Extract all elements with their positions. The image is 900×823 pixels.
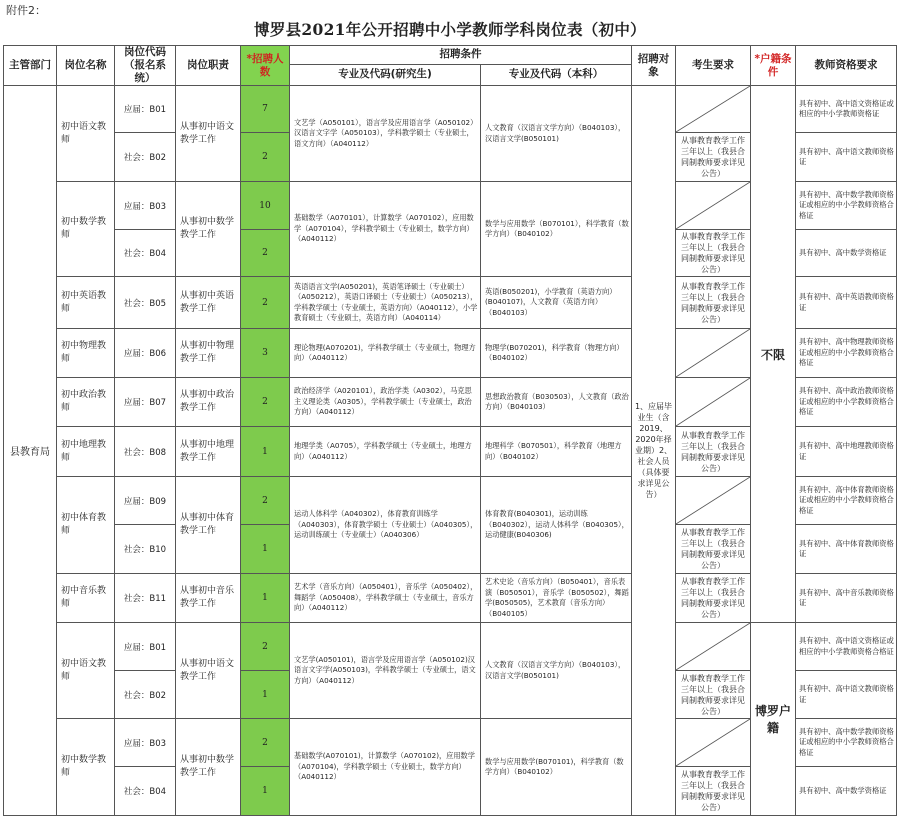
- header-target: 招聘对象: [632, 46, 676, 86]
- major-ug: 数学与应用数学（B070101），科学教育（数学方向）（B040102）: [481, 182, 632, 277]
- position-code: 社会：B05: [115, 277, 176, 329]
- cert-req: 具有初中、高中语文教师资格证: [796, 671, 897, 719]
- position-code: 应届：B09: [115, 477, 176, 525]
- major-grad: 地理学类（A0705），学科教学硕士（专业硕士，地理方向）（A040112）: [290, 427, 481, 477]
- major-ug: 艺术史论（音乐方向）（B050401），音乐表演（B050501），音乐学（B050502），舞蹈学(B050505)，艺术教育（音乐方向）（B040105）: [481, 574, 632, 623]
- position-duty: 从事初中地理教学工作: [176, 427, 241, 477]
- header-count: *招聘人数: [241, 46, 290, 86]
- position-duty: 从事初中语文教学工作: [176, 86, 241, 182]
- table-row: [4, 623, 897, 671]
- major-ug: 数学与应用数学(B070101)，科学教育（数学方向）（B040102）: [481, 719, 632, 816]
- target-cell: 1、应届毕业生（含2019、2020年择业期）2、社会人员（具体要求详见公告）: [632, 86, 676, 816]
- position-duty: 从事初中数学教学工作: [176, 719, 241, 816]
- header-exam-req: 考生要求: [676, 46, 751, 86]
- position-duty: 从事初中语文教学工作: [176, 623, 241, 719]
- page-title: 博罗县2021年公开招聘中小学教师学科岗位表（初中）: [254, 20, 646, 39]
- cert-req: 具有初中、高中语文教师资格证: [796, 133, 897, 182]
- header-hukou: *户籍条件: [751, 46, 796, 86]
- major-grad: 文艺学（A050101），语言学及应用语言学（A050102）汉语言文字学（A050103），学科教学硕士（专业硕士，语文方向）（A040112）: [290, 86, 481, 182]
- dept-cell: 县教育局: [4, 86, 57, 816]
- recruit-count: 3: [241, 329, 290, 378]
- cert-req: 具有初中、高中体育教师资格证: [796, 525, 897, 574]
- position-name: 初中语文教师: [57, 623, 115, 719]
- major-grad: 政治经济学（A020101），政治学类（A0302），马克思主义理论类（A0305），学科教学硕士（专业硕士，政治方向）（A040112）: [290, 378, 481, 427]
- major-ug: 人文教育（汉语言文学方向）（B040103），汉语言文学(B050101): [481, 623, 632, 719]
- recruit-count: 2: [241, 378, 290, 427]
- cert-req: 具有初中、高中数学教师资格证或相应的中小学教师资格合格证: [796, 719, 897, 767]
- position-code: 应届：B06: [115, 329, 176, 378]
- exam-req: 从事教育教学工作三年以上（我县合同制教师要求详见公告）: [676, 671, 751, 719]
- position-name: 初中政治教师: [57, 378, 115, 427]
- cert-req: 具有初中、高中音乐教师资格证: [796, 574, 897, 623]
- exam-req-slash: [676, 623, 751, 671]
- exam-req-slash: [676, 719, 751, 767]
- position-code: 应届：B03: [115, 719, 176, 767]
- recruit-count: 2: [241, 230, 290, 277]
- recruit-count: 1: [241, 671, 290, 719]
- exam-req-slash: [676, 329, 751, 378]
- position-name: 初中英语教师: [57, 277, 115, 329]
- hukou-boluo: 博罗户籍: [751, 623, 796, 816]
- position-code: 社会：B04: [115, 230, 176, 277]
- position-name: 初中地理教师: [57, 427, 115, 477]
- recruit-count: 7: [241, 86, 290, 133]
- major-grad: 文艺学(A050101)，语言学及应用语言学（A050102)汉语言文字学(A050103)，学科教学硕士（专业硕士，语文方向）（A040112）: [290, 623, 481, 719]
- position-code: 应届：B01: [115, 623, 176, 671]
- exam-req: 从事教育教学工作三年以上（我县合同制教师要求详见公告）: [676, 574, 751, 623]
- major-ug: 地理科学（B070501），科学教育（地理方向）（B040102）: [481, 427, 632, 477]
- header-position-code: 岗位代码（报名系统）: [115, 46, 176, 86]
- major-grad: 运动人体科学（A040302），体育教育训练学（A040303），体育教学硕士（专业硕士）（A040305），运动训练硕士（专业硕士）（A040306）: [290, 477, 481, 574]
- position-duty: 从事初中音乐教学工作: [176, 574, 241, 623]
- recruit-count: 2: [241, 277, 290, 329]
- cert-req: 具有初中、高中数学资格证: [796, 230, 897, 277]
- header-major-ug: 专业及代码（本科）: [481, 64, 632, 85]
- position-code: 社会：B10: [115, 525, 176, 574]
- header-cert: 教师资格要求: [796, 46, 897, 86]
- exam-req: 从事教育教学工作三年以上（我县合同制教师要求详见公告）: [676, 230, 751, 277]
- header-dept: 主管部门: [4, 46, 57, 86]
- recruit-count: 1: [241, 574, 290, 623]
- position-duty: 从事初中体育教学工作: [176, 477, 241, 574]
- major-grad: 基础数学(A070101)，计算数学（A070102)，应用数学（A070104)，学科教学硕士（专业硕士，数学方向）（A040112）: [290, 719, 481, 816]
- position-name: 初中语文教师: [57, 86, 115, 182]
- position-code: 应届：B07: [115, 378, 176, 427]
- exam-req-slash: [676, 477, 751, 525]
- recruit-count: 1: [241, 427, 290, 477]
- exam-req: 从事教育教学工作三年以上（我县合同制教师要求详见公告）: [676, 525, 751, 574]
- exam-req-slash: [676, 86, 751, 133]
- header-conditions: 招聘条件: [290, 46, 632, 65]
- position-duty: 从事初中物理教学工作: [176, 329, 241, 378]
- cert-req: 具有初中、高中物理教师资格证或相应的中小学教师资格合格证: [796, 329, 897, 378]
- cert-req: 具有初中、高中英语教师资格证: [796, 277, 897, 329]
- position-name: 初中体育教师: [57, 477, 115, 574]
- recruit-count: 2: [241, 477, 290, 525]
- recruit-count: 2: [241, 623, 290, 671]
- recruit-count: 2: [241, 719, 290, 767]
- cert-req: 具有初中、高中体育教师资格证或相应的中小学教师资格合格证: [796, 477, 897, 525]
- header-major-grad: 专业及代码(研究生): [290, 64, 481, 85]
- major-ug: 人文教育（汉语言文学方向）（B040103），汉语言文学(B050101): [481, 86, 632, 182]
- recruit-count: 10: [241, 182, 290, 230]
- cert-req: 具有初中、高中地理教师资格证: [796, 427, 897, 477]
- hukou-unlimited: 不限: [751, 86, 796, 623]
- major-grad: 理论物理(A070201)，学科教学硕士（专业硕士，物理方向）（A040112）: [290, 329, 481, 378]
- major-ug: 英语(B050201)，小学教育（英语方向）(B040107)，人文教育（英语方向）（B040103）: [481, 277, 632, 329]
- positions-table: [3, 45, 897, 816]
- position-code: 社会：B02: [115, 133, 176, 182]
- position-code: 应届：B03: [115, 182, 176, 230]
- header-duty: 岗位职责: [176, 46, 241, 86]
- major-grad: 基础数学（A070101），计算数学（A070102），应用数学（A070104），学科教学硕士（专业硕士，数学方向）（A040112）: [290, 182, 481, 277]
- major-ug: 思想政治教育（B030503），人文教育（政治方向）（B040103）: [481, 378, 632, 427]
- major-ug: 物理学(B070201)，科学教育（物理方向）（B040102）: [481, 329, 632, 378]
- major-ug: 体育教育(B040301)，运动训练（B040302），运动人体科学（B040305），运动健康(B040306): [481, 477, 632, 574]
- position-name: 初中音乐教师: [57, 574, 115, 623]
- position-code: 社会：B08: [115, 427, 176, 477]
- exam-req: 从事教育教学工作三年以上（我县合同制教师要求详见公告）: [676, 133, 751, 182]
- header-position-name: 岗位名称: [57, 46, 115, 86]
- recruit-count: 2: [241, 133, 290, 182]
- attachment-label: 附件2：: [6, 4, 46, 17]
- table-row: [4, 86, 897, 133]
- recruit-count: 1: [241, 525, 290, 574]
- position-name: 初中数学教师: [57, 182, 115, 277]
- position-code: 应届：B01: [115, 86, 176, 133]
- exam-req: 从事教育教学工作三年以上（我县合同制教师要求详见公告）: [676, 427, 751, 477]
- major-grad: 英语语言文学(A050201)，英语笔译硕士（专业硕士）（A050212），英语口译硕士（专业硕士）（A050213），学科教学硕士（专业硕士，英语方向）（A040112），小学教育硕士（专业硕士，英语方向）（A040114）: [290, 277, 481, 329]
- exam-req: 从事教育教学工作三年以上（我县合同制教师要求详见公告）: [676, 277, 751, 329]
- position-code: 社会：B11: [115, 574, 176, 623]
- cert-req: 具有初中、高中语文资格证或相应的中小学教师资格证: [796, 86, 897, 133]
- cert-req: 具有初中、高中数学资格证: [796, 767, 897, 816]
- recruit-count: 1: [241, 767, 290, 816]
- position-duty: 从事初中英语教学工作: [176, 277, 241, 329]
- exam-req-slash: [676, 182, 751, 230]
- position-name: 初中物理教师: [57, 329, 115, 378]
- cert-req: 具有初中、高中语文资格证或相应的中小学教师资格合格证: [796, 623, 897, 671]
- exam-req: 从事教育教学工作三年以上（我县合同制教师要求详见公告）: [676, 767, 751, 816]
- position-code: 社会：B04: [115, 767, 176, 816]
- position-duty: 从事初中数学教学工作: [176, 182, 241, 277]
- position-name: 初中数学教师: [57, 719, 115, 816]
- major-grad: 艺术学（音乐方向）（A050401），音乐学（A050402），舞蹈学（A050408），学科教学硕士（专业硕士，音乐方向）（A040112）: [290, 574, 481, 623]
- position-code: 社会：B02: [115, 671, 176, 719]
- cert-req: 具有初中、高中数学教师资格证或相应的中小学教师资格合格证: [796, 182, 897, 230]
- exam-req-slash: [676, 378, 751, 427]
- cert-req: 具有初中、高中政治教师资格证或相应的中小学教师资格合格证: [796, 378, 897, 427]
- position-duty: 从事初中政治教学工作: [176, 378, 241, 427]
